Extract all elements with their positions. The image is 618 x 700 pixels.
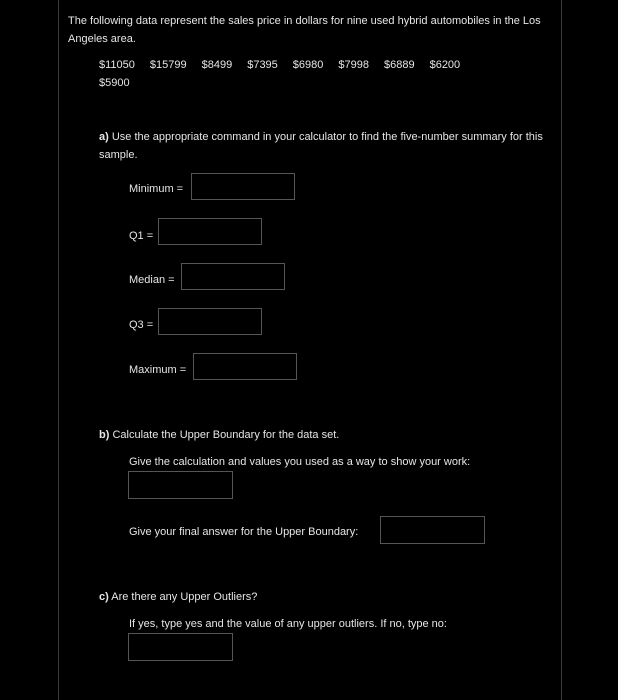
part-b-question bbox=[99, 429, 339, 441]
outlier-prompt: If yes, type yes and the value of any upper outliers. If no, type no: bbox=[129, 618, 447, 630]
price-value: $7395 bbox=[247, 59, 278, 71]
minimum-input[interactable] bbox=[191, 173, 295, 200]
price-value: $6980 bbox=[292, 59, 324, 71]
q3-label: Q3 = bbox=[129, 319, 154, 331]
part-b-text: Calculate the Upper Boundary for the data set. bbox=[112, 429, 340, 441]
upper-boundary-input[interactable] bbox=[380, 516, 485, 544]
part-c-letter: c) bbox=[99, 591, 109, 603]
part-b-letter: b) bbox=[99, 429, 110, 441]
price-value: $8499 bbox=[201, 59, 233, 71]
maximum-input[interactable] bbox=[193, 353, 297, 380]
upper-boundary-prompt: Give your final answer for the Upper Boundary: bbox=[129, 526, 359, 538]
work-input[interactable] bbox=[128, 471, 233, 499]
price-value: $15799 bbox=[149, 59, 187, 71]
price-value: $11050 bbox=[99, 59, 135, 71]
minimum-label: Minimum = bbox=[129, 183, 184, 195]
part-a-question bbox=[99, 128, 544, 164]
outlier-input[interactable] bbox=[128, 633, 233, 661]
price-list bbox=[99, 56, 539, 92]
part-c-text: Are there any Upper Outliers? bbox=[111, 591, 258, 603]
intro-text: The following data represent the sales price in dollars for nine used hybrid automobiles in the Los Angeles area. bbox=[68, 15, 541, 45]
price-value: $6200 bbox=[429, 59, 461, 71]
median-label: Median = bbox=[129, 274, 175, 286]
part-a-text: Use the appropriate command in your calculator to find the five-number summary for this sample. bbox=[99, 131, 543, 161]
q1-label: Q1 = bbox=[129, 230, 154, 242]
part-a-letter: a) bbox=[99, 131, 109, 143]
price-value: $7998 bbox=[338, 59, 369, 71]
price-value: $6889 bbox=[383, 59, 415, 71]
maximum-label: Maximum = bbox=[129, 364, 187, 376]
q1-input[interactable] bbox=[158, 218, 262, 245]
part-c-question bbox=[99, 591, 257, 603]
q3-input[interactable] bbox=[158, 308, 262, 335]
price-value: $5900 bbox=[99, 77, 130, 89]
work-prompt: Give the calculation and values you used as a way to show your work: bbox=[129, 456, 471, 468]
median-input[interactable] bbox=[181, 263, 285, 290]
